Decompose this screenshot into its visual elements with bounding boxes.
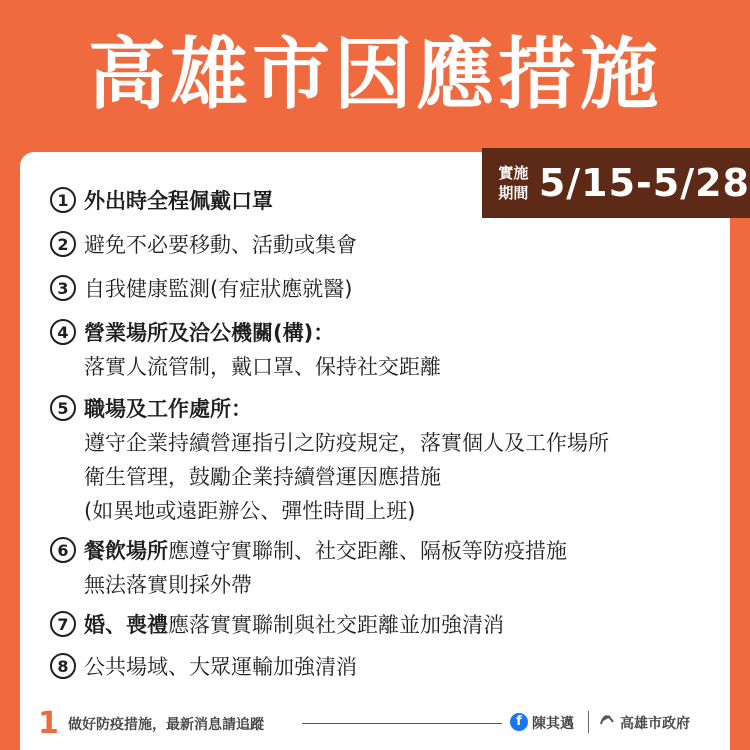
item-text: 避免不必要移動、活動或集會 xyxy=(84,233,357,257)
item-bold-text: 外出時全程佩戴口罩 xyxy=(84,189,273,213)
item-number: 5 xyxy=(50,395,76,421)
item-bold-text: 餐飲場所 xyxy=(84,539,168,563)
item-number: 7 xyxy=(50,611,76,637)
item-subline: 落實人流管制，戴口罩、保持社交距離 xyxy=(84,355,441,379)
item-number: 4 xyxy=(50,319,76,345)
list-item xyxy=(50,314,720,384)
item-bold-text: 婚、喪禮 xyxy=(84,613,168,637)
list-item xyxy=(50,182,720,218)
item-number: 1 xyxy=(50,187,76,213)
item-text: 自我健康監測(有症狀應就醫) xyxy=(84,277,353,301)
item-subline: (如異地或遠距辦公、彈性時間上班) xyxy=(84,499,416,523)
period-dates: 5/15-5/28 xyxy=(538,161,750,205)
period-label-line1: 實施 xyxy=(498,164,529,182)
facebook-icon[interactable]: f xyxy=(510,713,528,731)
item-number: 2 xyxy=(50,231,76,257)
page-title: 高雄市因應措施 xyxy=(87,30,662,120)
item-bold-text: 職場及工作處所： xyxy=(84,397,252,421)
period-label-line2: 期間 xyxy=(498,184,529,202)
item-text: 應落實實聯制與社交距離並加強清消 xyxy=(168,613,504,637)
list-item xyxy=(50,390,720,528)
list-item xyxy=(50,270,720,306)
footer xyxy=(20,700,730,750)
item-subline: 衛生管理，鼓勵企業持續營運因應措施 xyxy=(84,465,441,489)
footer-divider xyxy=(302,723,502,724)
item-number: 3 xyxy=(50,275,76,301)
page-number: 1 xyxy=(38,706,59,741)
list-item xyxy=(50,532,720,602)
item-subline: 遵守企業持續營運指引之防疫規定，落實個人及工作場所 xyxy=(84,431,609,455)
item-text: 公共場域、大眾運輸加強清消 xyxy=(84,655,357,679)
list-item xyxy=(50,606,720,642)
item-bold-text: 營業場所及洽公機關(構)： xyxy=(84,321,335,345)
footer-separator xyxy=(588,711,589,733)
list-item xyxy=(50,226,720,262)
item-subline: 無法落實則採外帶 xyxy=(84,573,252,597)
government-name: 高雄市政府 xyxy=(620,716,690,732)
list-item xyxy=(50,648,720,684)
facebook-page-name[interactable]: 陳其邁 xyxy=(532,716,574,732)
item-text: 應遵守實聯制、社交距離、隔板等防疫措施 xyxy=(168,539,567,563)
kaohsiung-logo-icon xyxy=(598,710,616,733)
item-number: 8 xyxy=(50,653,76,679)
item-number: 6 xyxy=(50,537,76,563)
footer-slogan: 做好防疫措施，最新消息請追蹤 xyxy=(68,717,264,733)
